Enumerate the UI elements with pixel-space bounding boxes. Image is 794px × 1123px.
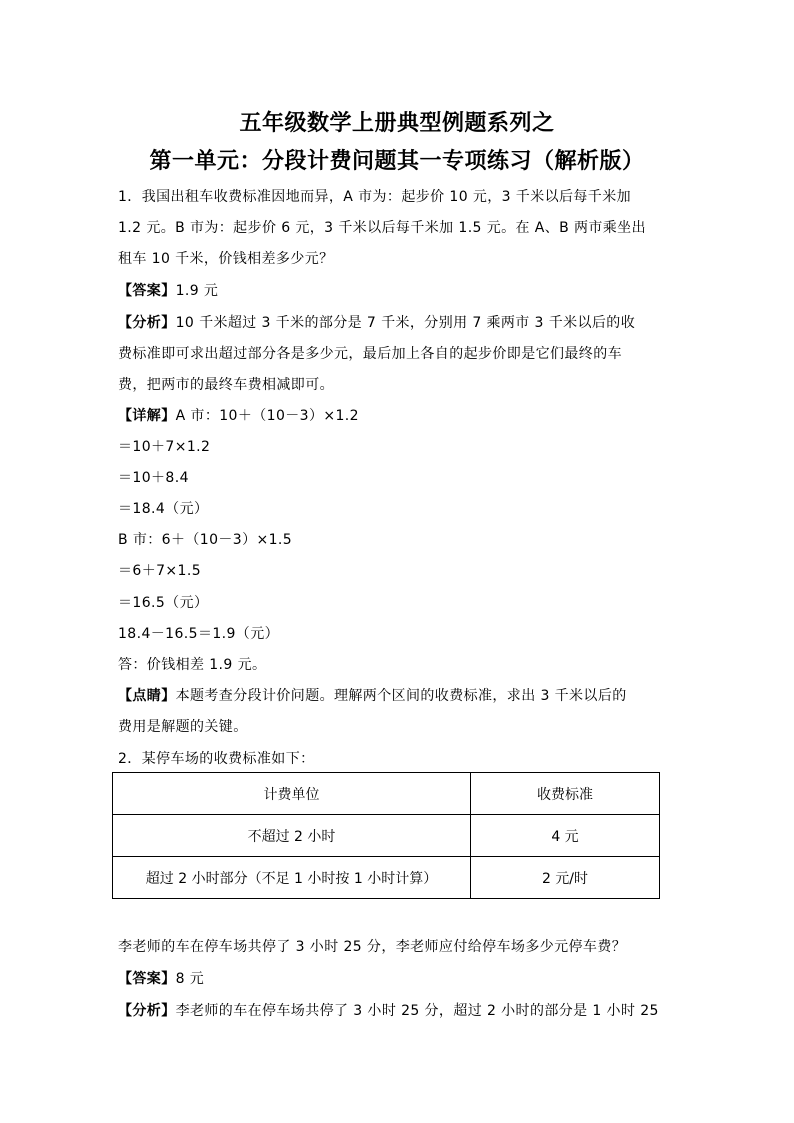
q1-detail-line: B 市：6＋（10－3）×1.5	[118, 532, 293, 548]
answer-value: 8 元	[175, 971, 205, 987]
detail-tag: 【详解】	[118, 408, 176, 424]
q1-detail-line: ＝10＋8.4	[118, 470, 189, 486]
table-header-cell: 收费标准	[471, 773, 660, 815]
analysis-tag: 【分析】	[118, 1003, 176, 1019]
q2-question: 李老师的车在停车场共停了 3 小时 25 分，李老师应付给停车场多少元停车费？	[118, 939, 627, 955]
q1-detail-line: 答：价钱相差 1.9 元。	[118, 657, 267, 673]
q1-detail-line: ＝6＋7×1.5	[118, 563, 202, 579]
q1-comment	[118, 685, 627, 705]
table-header-cell: 计费单位	[113, 773, 471, 815]
q1-detail-line: ＝18.4（元）	[118, 501, 209, 517]
q1-detail-line: 18.4－16.5＝1.9（元）	[118, 626, 280, 642]
q1-text-line: 租车 10 千米，价钱相差多少元？	[118, 251, 334, 267]
answer-tag: 【答案】	[118, 283, 176, 299]
q1-detail-line: ＝10＋7×1.2	[118, 439, 211, 455]
comment-tag: 【点睛】	[118, 688, 176, 704]
document-title: 五年级数学上册典型例题系列之	[239, 111, 555, 136]
q2-analysis	[118, 1000, 659, 1020]
q1-detail-line: ＝16.5（元）	[118, 595, 209, 611]
analysis-text: 10 千米超过 3 千米的部分是 7 千米，分别用 7 乘两市 3 千米以后的收	[175, 315, 636, 331]
comment-text: 本题考查分段计价问题。理解两个区间的收费标准，求出 3 千米以后的	[175, 688, 627, 704]
q1-comment-line: 费用是解题的关键。	[118, 719, 248, 735]
q1-analysis-line: 费，把两市的最终车费相减即可。	[118, 377, 334, 393]
table-header-row	[113, 773, 660, 815]
document-subtitle: 第一单元：分段计费问题其一专项练习（解析版）	[149, 149, 645, 174]
q2-answer	[118, 968, 204, 988]
detail-text: A 市：10＋（10－3）×1.2	[175, 408, 359, 424]
table-cell: 不超过 2 小时	[113, 815, 471, 857]
q1-answer	[118, 280, 218, 300]
answer-tag: 【答案】	[118, 971, 176, 987]
analysis-tag: 【分析】	[118, 315, 176, 331]
table-row	[113, 857, 660, 899]
table-cell: 超过 2 小时部分（不足 1 小时按 1 小时计算）	[113, 857, 471, 899]
q1-detail	[118, 405, 359, 425]
table-cell: 2 元/时	[471, 857, 660, 899]
answer-value: 1.9 元	[175, 283, 219, 299]
fee-table	[112, 772, 660, 899]
table-cell: 4 元	[471, 815, 660, 857]
q1-text-line: 1.2 元。B 市为：起步价 6 元，3 千米以后每千米加 1.5 元。在 A、B 两市乘坐出	[118, 220, 646, 236]
q1-analysis	[118, 312, 635, 332]
q2-intro: 2．某停车场的收费标准如下：	[118, 751, 315, 767]
analysis-text: 李老师的车在停车场共停了 3 小时 25 分，超过 2 小时的部分是 1 小时 25	[175, 1003, 659, 1019]
q1-text-line: 1．我国出租车收费标准因地而异，A 市为：起步价 10 元，3 千米以后每千米加	[118, 189, 632, 205]
table-row	[113, 815, 660, 857]
q1-analysis-line: 费标准即可求出超过部分各是多少元，最后加上各自的起步价即是它们最终的车	[118, 346, 622, 362]
